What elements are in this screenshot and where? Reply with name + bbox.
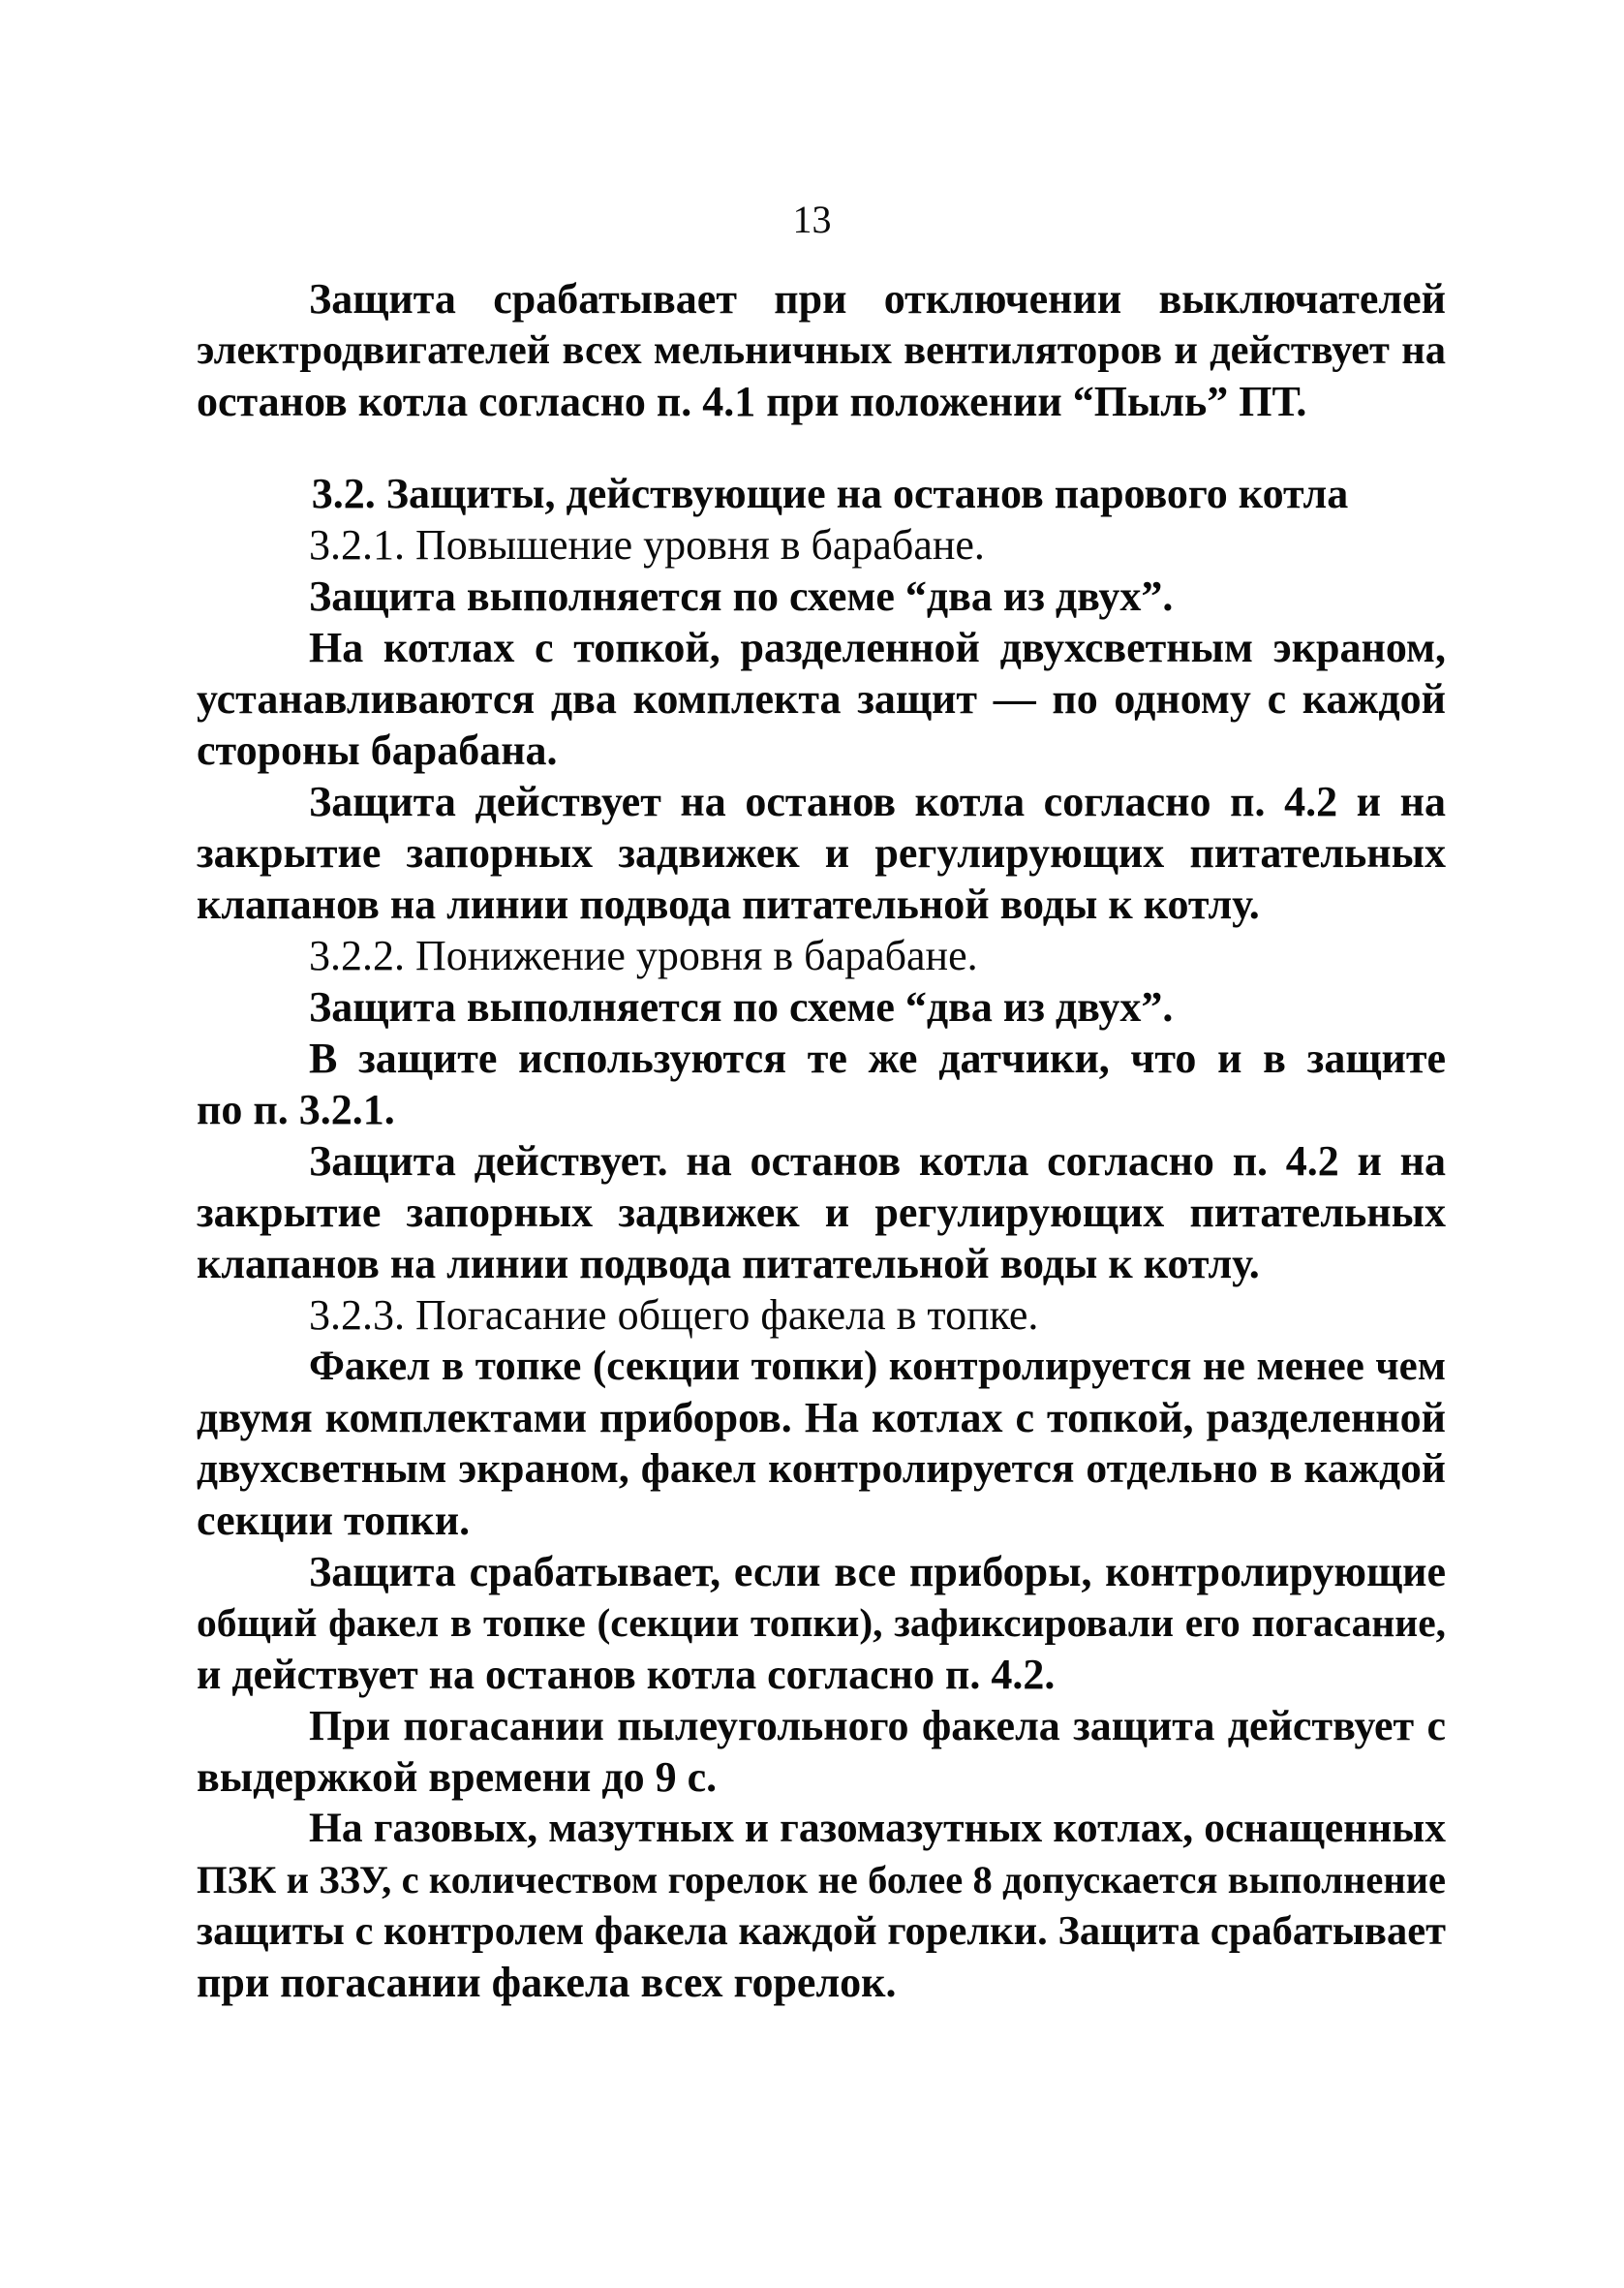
section-heading: 3.2. Защиты, действующие на останов парового котла [311,470,1349,517]
text-line: выдержкой времени до 9 с. [197,1753,718,1801]
text-line: и действует на останов котла согласно п. 4.2. [197,1651,1056,1698]
text-line: Защита срабатывает при отключении выключателей [309,275,1446,323]
text-line: защиты с контролем факела каждой горелки. Защита срабатывает [197,1908,1446,1954]
text-line: устанавливаются два комплекта защит — по одному с каждой [197,675,1446,723]
text-line: Защита действует на останов котла согласно п. 4.2 и на [309,778,1446,825]
text-line: На газовых, мазутных и газомазутных котлах, оснащенных [309,1805,1446,1851]
text-line: закрытие запорных задвижек и регулирующих питательных [197,829,1446,877]
text-line: при погасании факела всех горелок. [197,1959,897,2006]
text-line: клапанов на линии подвода питательной воды к котлу. [197,881,1260,928]
text-line: закрытие запорных задвижек и регулирующих питательных [197,1189,1446,1236]
text-line: стороны барабана. [197,727,558,774]
text-line: Защита выполняется по схеме “два из двух”. [309,983,1174,1031]
text-line: Факел в топке (секции топки) контролируется не менее чем [309,1344,1446,1389]
text-line: двумя комплектами приборов. На котлах с топкой, разделенной [197,1394,1446,1441]
text-line: по п. 3.2.1. [197,1086,395,1133]
text-line: При погасании пылеугольного факела защита действует с [309,1702,1446,1749]
text-line: электродвигателей всех мельничных вентиляторов и действует на [197,327,1446,373]
body-text [197,273,1446,2008]
text-line: В защите используются те же датчики, что и в защите [309,1035,1446,1082]
text-line: общий факел в топке (секции топки), зафиксировали его погасание, [197,1600,1446,1645]
text-line: Защита действует. на останов котла согласно п. 4.2 и на [309,1137,1446,1185]
text-line: На котлах с топкой, разделенной двухсветным экраном, [309,624,1446,671]
page-number: 13 [792,198,832,241]
text-line: Защита выполняется по схеме “два из двух”. [309,572,1174,620]
text-line: Защита срабатывает, если все приборы, контролирующие [309,1548,1446,1595]
text-line: клапанов на линии подвода питательной воды к котлу. [197,1240,1260,1287]
text-line: останов котла согласно п. 4.1 при положении “Пыль” ПТ. [197,378,1307,425]
clause-title: 3.2.1. Повышение уровня в барабане. [309,521,985,569]
text-line: ПЗК и ЗЗУ, с количеством горелок не более 8 допускается выполнение [197,1858,1446,1902]
text-line: двухсветным экраном, факел контролируется отдельно в каждой [197,1445,1446,1492]
clause-title: 3.2.3. Погасание общего факела в топке. [309,1291,1039,1339]
text-line: секции топки. [197,1497,471,1544]
clause-title: 3.2.2. Понижение уровня в барабане. [309,932,978,979]
